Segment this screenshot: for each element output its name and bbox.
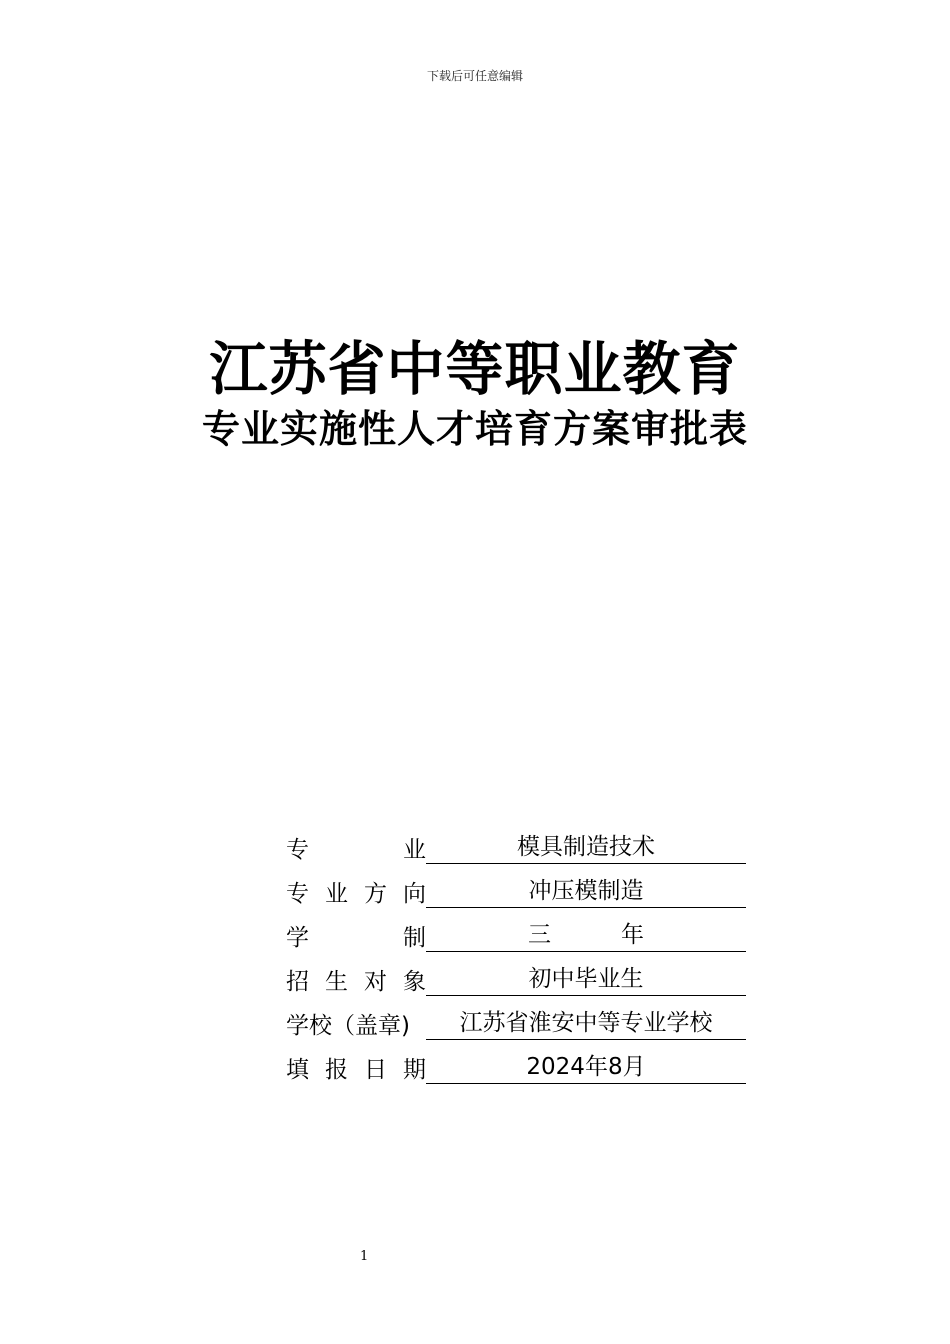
date-value: 2024年8月 [426,1053,746,1084]
form-row-direction [286,864,756,908]
form-row-school [286,996,756,1040]
duration-label: 学 制 [286,925,426,951]
major-value: 模具制造技术 [426,833,746,864]
form-row-enrollment [286,952,756,996]
cover-form [286,820,756,1084]
document-title: 江苏省中等职业教育 [209,335,741,403]
enrollment-label: 招 生 对 象 [286,969,426,995]
form-row-major [286,820,756,864]
document-subtitle: 专业实施性人才培育方案审批表 [201,406,748,451]
major-label: 专 业 [286,837,426,863]
school-value: 江苏省淮安中等专业学校 [426,1009,746,1040]
enrollment-value: 初中毕业生 [426,965,746,996]
school-label: 学校（盖章) [286,1013,410,1039]
direction-value: 冲压模制造 [426,877,746,908]
form-row-duration [286,908,756,952]
date-label: 填 报 日 期 [286,1057,426,1083]
page-number: 1 [360,1249,369,1264]
form-row-date [286,1040,756,1084]
header-note: 下载后可任意编辑 [426,69,523,83]
duration-value: 三 年 [426,921,746,952]
direction-label: 专 业 方 向 [286,881,426,907]
